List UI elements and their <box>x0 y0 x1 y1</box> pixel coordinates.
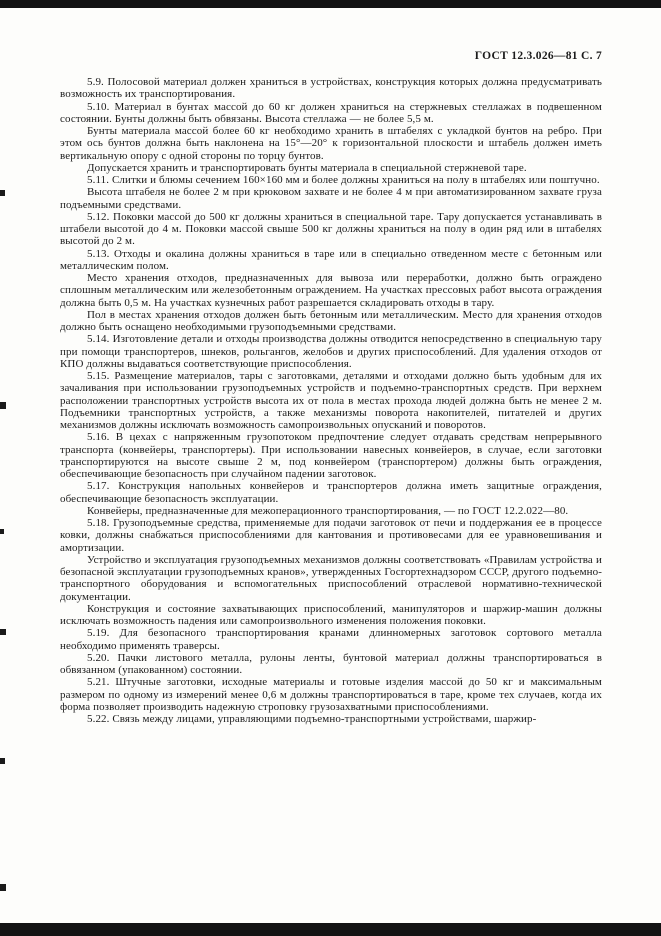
paragraph: 5.9. Полосовой материал должен храниться в устройствах, конструкция которых должна предусматривать возможность их транспортирования. <box>60 76 602 101</box>
paragraph: 5.21. Штучные заготовки, исходные материалы и готовые изделия массой до 50 кг и максимальным размером по одному из измерений менее 0,6 м должны транспортироваться в таре, кроме тех случаев, когда их форма позволяет производить надежную строповку грузозахватными приспособлениями. <box>60 676 602 713</box>
paragraph: 5.17. Конструкция напольных конвейеров и транспортеров должна иметь защитные ограждения, обеспечивающие безопасность эксплуатации. <box>60 480 602 505</box>
scan-artifact <box>0 884 6 891</box>
paragraph: Конвейеры, предназначенные для межоперационного транспортирования, — по ГОСТ 12.2.022—80. <box>87 504 569 517</box>
scan-artifact <box>0 402 6 409</box>
paragraph: 5.13. Отходы и окалина должны храниться в таре или в специально отведенном месте с бетонным или металлическим полом. <box>60 247 602 272</box>
paragraph: Конструкция и состояние захватывающих приспособлений, манипуляторов и шаржир-машин должны исключать возможность падения или самопроизвольного изменения положения поковки. <box>60 602 602 627</box>
scan-edge-bottom <box>0 923 661 936</box>
paragraph: Пол в местах хранения отходов должен быть бетонным или металлическим. Место для хранения отходов должно быть оснащено необходимыми грузоподъемными средствами. <box>60 308 602 333</box>
document-body <box>60 76 602 725</box>
paragraph: 5.11. Слитки и блюмы сечением 160×160 мм и более должны храниться на полу в штабелях или поштучно. <box>87 174 600 186</box>
scan-artifact <box>0 190 5 196</box>
paragraph: Высота штабеля не более 2 м при крюковом захвате и не более 4 м при автоматизированном захвате груза подъемными средствами. <box>60 186 602 211</box>
paragraph: 5.12. Поковки массой до 500 кг должны храниться в специальной таре. Тару допускается устанавливать в штабели высотой до 4 м. Поковки массой свыше 500 кг должны храниться на полу в один ряд или в штабелях высотой до 2 м. <box>60 210 602 248</box>
scan-artifact <box>0 758 5 764</box>
paragraph: 5.20. Пачки листового металла, рулоны ленты, бунтовой материал должны транспортироваться в обвязанном (упакованном) состоянии. <box>60 651 602 676</box>
paragraph: 5.16. В цехах с напряженным грузопотоком предпочтение следует отдавать средствам непрерывного транспорта (конвейеры, транспортеры). При использовании навесных конвейеров, в случае, если заготовки транспортируются на высоте свыше 2 м, под конвейером (транспортером) должны быть ограждения, обеспечивающие безопасность при случайном падении заготовок. <box>60 431 602 480</box>
page-header <box>60 50 602 62</box>
paragraph: Место хранения отходов, предназначенных для вывоза или переработки, должно быть ограждено сплошным металлическим или железобетонным ограждением. На участках прессовых работ высота ограждения должна быть 0,5 м. На участках кузнечных работ разрешается складировать отходы в тару. <box>60 272 602 309</box>
paragraph: 5.15. Размещение материалов, тары с заготовками, деталями и отходами должно быть удобным для их зачаливания при использовании грузоподъемных устройств и подъемно-транспортных средств. При верхнем расположении транспортных устройств высота их от пола в местах прохода людей должна быть не менее 2 м. Подъемники транспортных устройств, а также механизмы поворота накопителей, питателей и других механизмов должны исключать возможность самопроизвольных опусканий и поворотов. <box>60 370 602 431</box>
paragraph: 5.14. Изготовление детали и отходы производства должны отводится непосредственно в специальную тару при помощи транспортеров, шнеков, рольгангов, желобов и других приспособлений. Для удаления отходов от КПО должны выдаваться соответствующие приспособления. <box>60 333 602 370</box>
standard-number: ГОСТ 12.3.026—81 С. 7 <box>474 50 602 62</box>
paragraph: 5.10. Материал в бунтах массой до 60 кг должен храниться на стержневых стеллажах в подвешенном состоянии. Бунты должны быть обвязаны. Высота стеллажа — не более 5,5 м. <box>60 100 602 125</box>
paragraph: 5.18. Грузоподъемные средства, применяемые для подачи заготовок от печи и поддержания ее в процессе ковки, должны снабжаться приспособлениями для кантования и противовесами для ее уравновешивания и амортизации. <box>60 517 602 554</box>
scan-artifact <box>0 629 6 635</box>
paragraph: Бунты материала массой более 60 кг необходимо хранить в штабелях с укладкой бунтов на ребро. При этом ось бунтов должна быть наклонена на 15°—20° к горизонтальной плоскости и штабель должен иметь вертикальную опору с одной стороны по торцу бунтов. <box>60 125 602 162</box>
scan-artifact <box>0 529 4 534</box>
paragraph: Устройство и эксплуатация грузоподъемных механизмов должны соответствовать «Правилам устройства и безопасной эксплуатации грузоподъемных кранов», утвержденных Госгортехнадзором СССР, другого подъемно-транспортного оборудования и вспомогательных приспособлений отраслевой нормативно-технической документации. <box>60 553 602 603</box>
paragraph: 5.22. Связь между лицами, управляющими подъемно-транспортными устройствами, шаржир- <box>87 713 537 725</box>
scan-edge-top <box>0 0 661 8</box>
paragraph: 5.19. Для безопасного транспортирования кранами длинномерных заготовок сортового металла необходимо применять траверсы. <box>60 627 602 652</box>
paragraph: Допускается хранить и транспортировать бунты материала в специальной стержневой таре. <box>87 161 527 174</box>
